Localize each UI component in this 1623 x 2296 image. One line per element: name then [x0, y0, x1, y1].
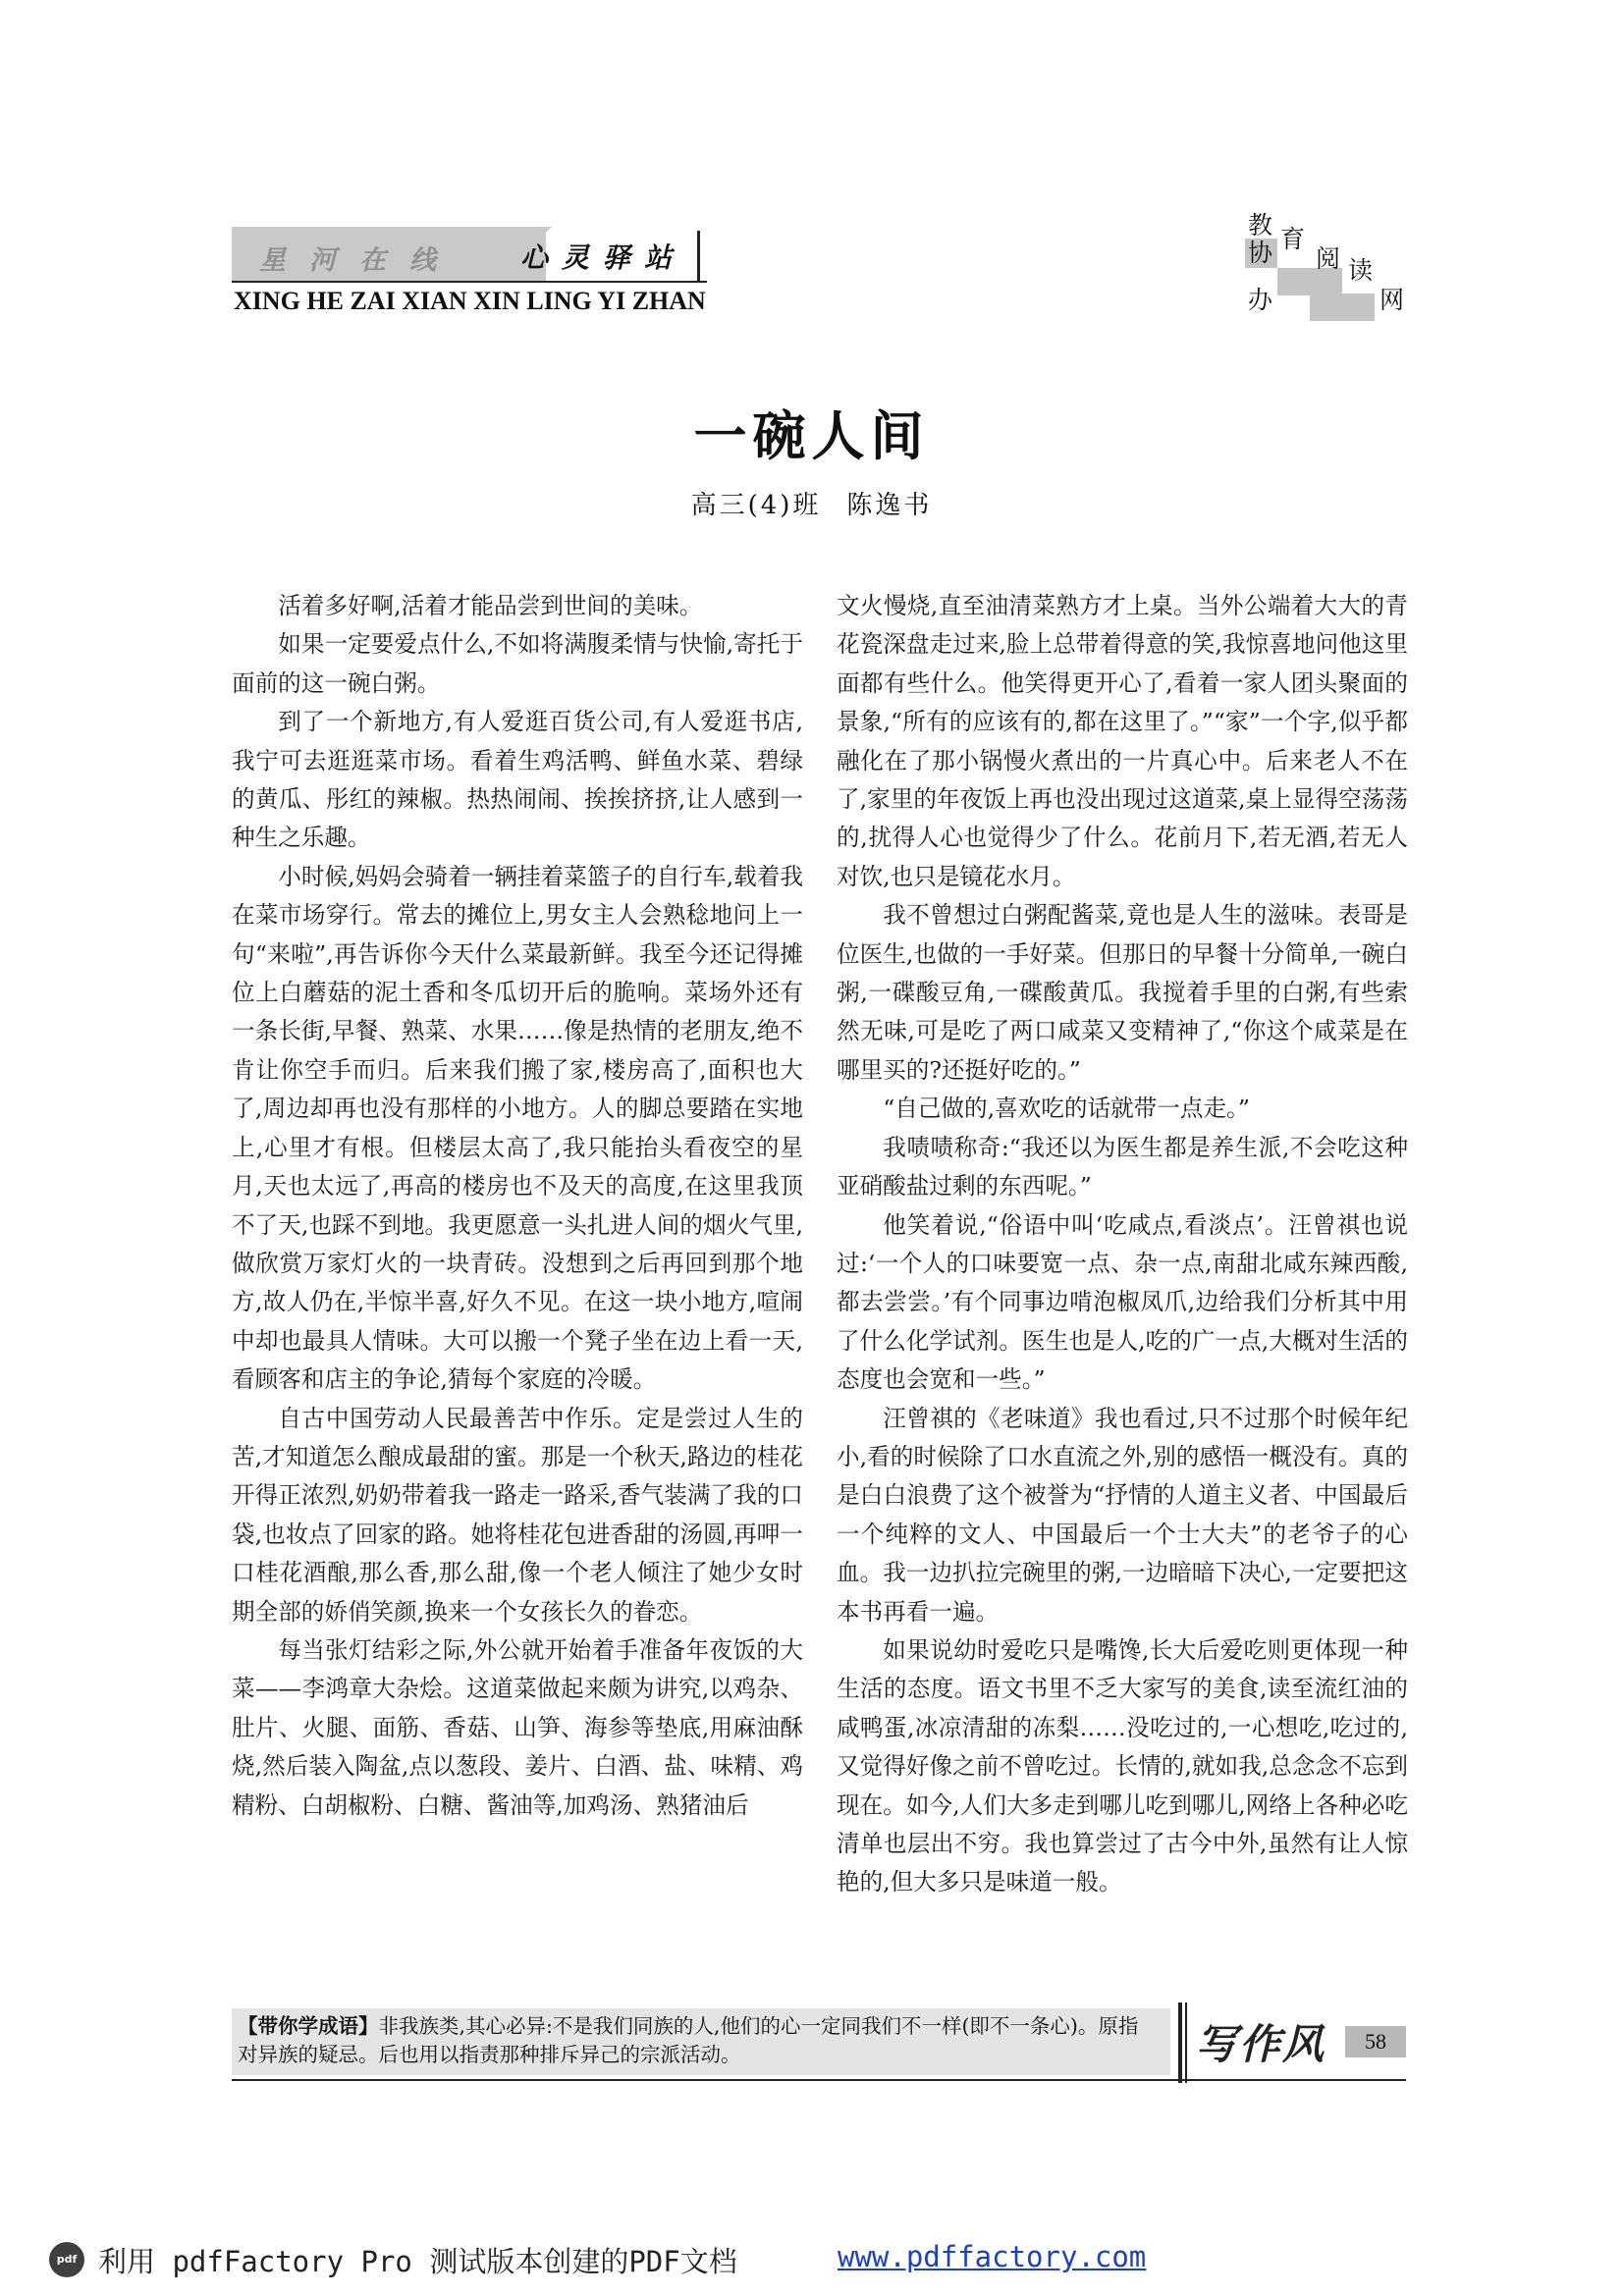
- paragraph: 活着多好啊,活着才能品尝到世间的美味。: [278, 592, 703, 619]
- footer-rule: [232, 2079, 1406, 2081]
- paragraph: 我啧啧称奇:“我还以为医生都是养生派,不会吃这种亚硝酸盐过剩的东西呢。”: [837, 1133, 1408, 1201]
- author-class: 高三(4)班: [690, 491, 822, 520]
- paragraph: 到了一个新地方,有人爱逛百货公司,有人爱逛书店,我宁可去逛逛菜市场。看着生鸡活鸭、鲜鱼水菜、碧绿的黄瓜、彤红的辣椒。热热闹闹、挨挨挤挤,让人感到一种生之乐趣。: [232, 708, 803, 852]
- article-column-right: [837, 587, 1408, 1902]
- page-number: 58: [1365, 2029, 1386, 2054]
- watermark-text: 利用 pdfFactory Pro 测试版本创建的PDF文档: [98, 2245, 737, 2278]
- article-byline: [0, 485, 1623, 521]
- header-pinyin: XING HE ZAI XIAN XIN LING YI ZHAN: [234, 287, 706, 315]
- paragraph: 自古中国劳动人民最善苦中作乐。定是尝过人生的苦,才知道怎么酿成最甜的蜜。那是一个秋天,路边的桂花开得正浓烈,奶奶带着我一路走一路采,香气装满了我的口袋,也妆点了回家的路。她将桂花包进香甜的汤圆,再呷一口桂花酒酿,那么香,那么甜,像一个老人倾注了她少女时期全部的娇俏笑颜,换来一个女孩长久的眷恋。: [232, 1404, 803, 1626]
- column-header-band: [232, 227, 707, 282]
- idiom-note-tag: 【带你学成语】: [238, 2014, 379, 2038]
- paragraph: 如果说幼时爱吃只是嘴馋,长大后爱吃则更体现一种生活的态度。语文书里不乏大家写的美食,读至流红油的咸鸭蛋,冰凉清甜的冻梨……没吃过的,一心想吃,吃过的,又觉得好像之前不曾吃过。长情的,就如我,总念念不忘到现在。如今,人们大多走到哪儿吃到哪儿,网络上各种必吃清单也层出不穷。我也算尝过了古今中外,虽然有让人惊艳的,但大多只是味道一般。: [837, 1635, 1408, 1896]
- paragraph: 如果一定要爱点什么,不如将满腹柔情与快愉,寄托于面前的这一碗白粥。: [232, 630, 803, 697]
- article-column-left: [232, 587, 803, 1825]
- footer-bars: [1178, 2002, 1188, 2083]
- idiom-note-text: 非我族类,其心必异:不是我们同族的人,他们的心一定同我们不一样(即不一条心)。原指对异族的疑忌。后也用以指责那种排斥异己的宗派活动。: [238, 2014, 1139, 2066]
- author-name: 陈逸书: [846, 491, 933, 520]
- paragraph: 每当张灯结彩之际,外公就开始着手准备年夜饭的大菜——李鸿章大杂烩。这道菜做起来颇为讲究,以鸡杂、肚片、火腿、面筋、香菇、山笋、海参等垫底,用麻油酥烧,然后装入陶盆,点以葱段、姜片、白酒、盐、味精、鸡精粉、白胡椒粉、白糖、酱油等,加鸡汤、熟猪油后: [232, 1635, 803, 1819]
- section-name: 星河在线: [259, 245, 460, 276]
- paragraph: “自己做的,喜欢吃的话就带一点走。”: [883, 1095, 1250, 1123]
- header-divider: [697, 231, 700, 282]
- idiom-note: [238, 2012, 1141, 2069]
- paragraph: 我不曾想过白粥配酱菜,竟也是人生的滋味。表哥是位医生,也做的一手好菜。但那日的早餐十分简单,一碗白粥,一碟酸豆角,一碟酸黄瓜。我搅着手里的白粥,有些索然无味,可是吃了两口咸菜又变精神了,“你这个咸菜是在哪里买的?还挺好吃的。”: [837, 901, 1408, 1084]
- paragraph: 汪曾祺的《老味道》我也看过,只不过那个时候年纪小,看的时候除了口水直流之外,别的感悟一概没有。真的是白白浪费了这个被誉为“抒情的人道主义者、中国最后一个纯粹的文人、中国最后一个士大夫”的老爷子的心血。我一边扒拉完碗里的粥,一边暗暗下决心,一定要把这本书再看一遍。: [837, 1404, 1408, 1626]
- education-network-logo: 教 育 协 阅 读 办 网: [1245, 209, 1412, 322]
- column-name: 心灵驿站: [519, 241, 685, 274]
- pdffactory-link[interactable]: www.pdffactory.com: [838, 2240, 1147, 2273]
- paragraph-continued: 文火慢烧,直至油清菜熟方才上桌。当外公端着大大的青花瓷深盘走过来,脸上总带着得意的笑,我惊喜地问他这里面都有些什么。他笑得更开心了,看着一家人团头聚面的景象,“所有的应该有的,都在这里了。”“家”一个字,似乎都融化在了那小锅慢火煮出的一片真心中。后来老人不在了,家里的年夜饭上再也没出现过这道菜,桌上显得空荡荡的,扰得人心也觉得少了什么。花前月下,若无酒,若无人对饮,也只是镜花水月。: [837, 592, 1408, 890]
- header-underline: [232, 281, 707, 283]
- pdf-icon: pdf: [49, 2242, 84, 2277]
- article-title: 一碗人间: [693, 405, 930, 467]
- magazine-logo: 写作风: [1196, 2020, 1326, 2068]
- paragraph: 小时候,妈妈会骑着一辆挂着菜篮子的自行车,载着我在菜市场穿行。常去的摊位上,男女主人会熟稔地问上一句“来啦”,再告诉你今天什么菜最新鲜。我至今还记得摊位上白蘑菇的泥土香和冬瓜切开后的脆响。菜场外还有一条长街,早餐、熟菜、水果……像是热情的老朋友,绝不肯让你空手而归。后来我们搬了家,楼房高了,面积也大了,周边却再也没有那样的小地方。人的脚总要踏在实地上,心里才有根。但楼层太高了,我只能抬头看夜空的星月,天也太远了,再高的楼房也不及天的高度,在这里我顶不了天,也踩不到地。我更愿意一头扎进人间的烟火气里,做欣赏万家灯火的一块青砖。没想到之后再回到那个地方,故人仍在,半惊半喜,好久不见。在这一块小地方,喧闹中却也最具人情味。大可以搬一个凳子坐在边上看一天,看顾客和店主的争论,猜每个家庭的冷暖。: [232, 862, 803, 1394]
- paragraph: 他笑着说,“俗语中叫‘吃咸点,看淡点’。汪曾祺也说过:‘一个人的口味要宽一点、杂一点,南甜北咸东辣西酸,都去尝尝。’有个同事边啃泡椒凤爪,边给我们分析其中用了什么化学试剂。医生也是人,吃的广一点,大概对生活的态度也会宽和一些。”: [837, 1210, 1408, 1394]
